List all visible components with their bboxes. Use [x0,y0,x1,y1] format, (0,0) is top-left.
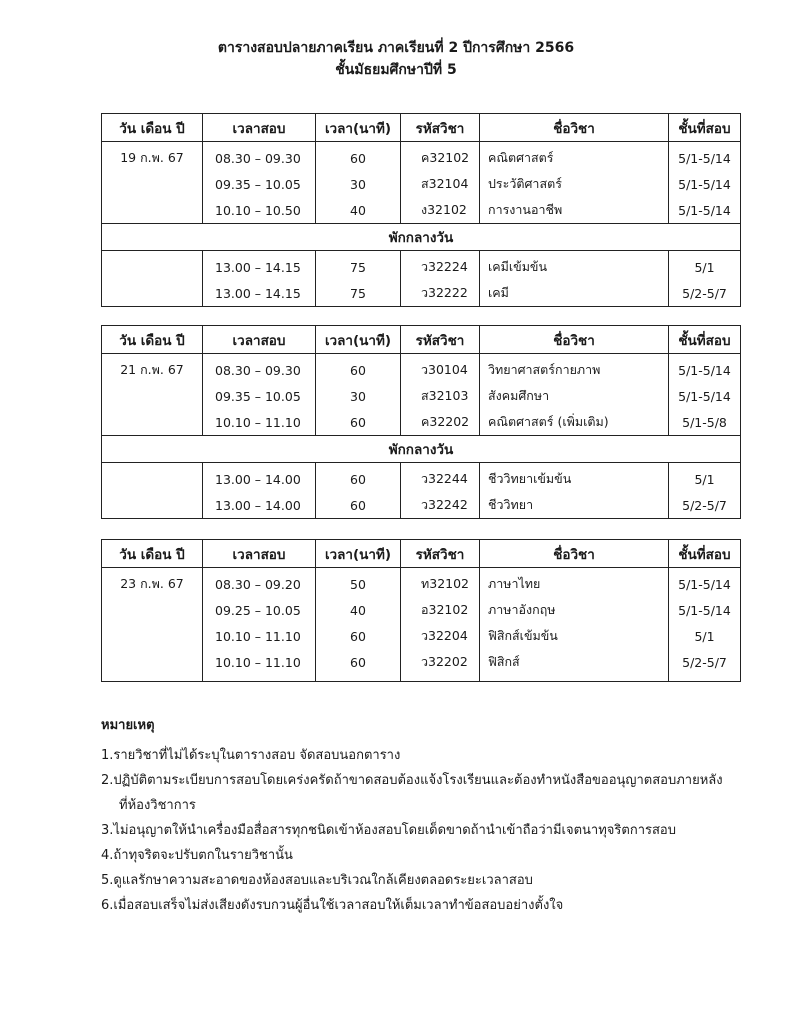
exam-time: 08.30 – 09.30 [203,354,316,384]
table-row [102,171,741,197]
header-code: รหัสวิชา [401,326,480,354]
exam-duration: 60 [316,649,401,682]
subject-name: เคมี [480,280,669,307]
table-row [102,280,741,307]
exam-table-day-2 [101,325,741,519]
subject-code: ว32242 [401,492,480,519]
header-time: เวลาสอบ [203,114,316,142]
exam-time: 09.25 – 10.05 [203,597,316,623]
table-row [102,409,741,436]
exam-room: 5/1-5/14 [669,597,741,623]
subject-code: ว32202 [401,649,480,682]
exam-duration: 60 [316,463,401,493]
subject-name: ภาษาไทย [480,568,669,598]
subject-name: การงานอาชีพ [480,197,669,224]
note-item: 1.รายวิชาที่ไม่ได้ระบุในตารางสอบ จัดสอบนอกตาราง [101,748,401,763]
subject-name: เคมีเข้มข้น [480,251,669,281]
document-subtitle: ชั้นมัธยมศึกษาปีที่ 5 [335,62,457,78]
header-room: ชั้นที่สอบ [669,114,741,142]
header-date: วัน เดือน ปี [102,326,203,354]
exam-time: 13.00 – 14.00 [203,463,316,493]
exam-room: 5/1-5/8 [669,409,741,436]
exam-room: 5/1 [669,623,741,649]
lunch-break-label: พักกลางวัน [102,224,741,251]
header-subject: ชื่อวิชา [480,540,669,568]
table-header-row [102,114,741,142]
note-item: 6.เมื่อสอบเสร็จไม่ส่งเสียงดังรบกวนผู้อื่นใช้เวลาสอบให้เต็มเวลาทำข้อสอบอย่างตั้งใจ [101,898,564,913]
exam-time: 13.00 – 14.15 [203,251,316,281]
header-code: รหัสวิชา [401,114,480,142]
lunch-break-row [102,436,741,463]
exam-duration: 60 [316,142,401,172]
exam-time: 10.10 – 11.10 [203,409,316,436]
subject-name: คณิตศาสตร์ [480,142,669,172]
subject-name: สังคมศึกษา [480,383,669,409]
subject-name: คณิตศาสตร์ (เพิ่มเติม) [480,409,669,436]
exam-room: 5/1-5/14 [669,383,741,409]
table-row [102,463,741,493]
table-header-row [102,540,741,568]
subject-code: ค32102 [401,142,480,172]
header-time: เวลาสอบ [203,326,316,354]
exam-room: 5/1-5/14 [669,142,741,172]
subject-code: ส32103 [401,383,480,409]
table-row [102,197,741,224]
exam-time: 09.35 – 10.05 [203,171,316,197]
exam-time: 08.30 – 09.30 [203,142,316,172]
subject-name: ชีววิทยาเข้มข้น [480,463,669,493]
note-item-continuation: ที่ห้องวิชาการ [119,798,196,813]
subject-code: ส32104 [401,171,480,197]
subject-name: ประวัติศาสตร์ [480,171,669,197]
subject-code: ว32222 [401,280,480,307]
subject-code: ค32202 [401,409,480,436]
header-room: ชั้นที่สอบ [669,540,741,568]
exam-duration: 40 [316,597,401,623]
exam-duration: 60 [316,409,401,436]
exam-room: 5/1-5/14 [669,354,741,384]
header-time: เวลาสอบ [203,540,316,568]
notes-section [101,714,741,918]
header-subject: ชื่อวิชา [480,114,669,142]
table-header-row [102,326,741,354]
table-row [102,251,741,281]
subject-name: ภาษาอังกฤษ [480,597,669,623]
exam-table-day-1 [101,113,741,307]
header-room: ชั้นที่สอบ [669,326,741,354]
exam-time: 09.35 – 10.05 [203,383,316,409]
table-row [102,568,741,598]
document-title: ตารางสอบปลายภาคเรียน ภาคเรียนที่ 2 ปีการศึกษา 2566 [217,40,575,56]
notes-heading: หมายเหตุ [101,718,155,733]
table-row [102,649,741,682]
exam-time: 10.10 – 10.50 [203,197,316,224]
exam-table-day-3 [101,539,741,682]
table-row [102,142,741,172]
exam-duration: 60 [316,623,401,649]
subject-code: อ32102 [401,597,480,623]
header-date: วัน เดือน ปี [102,114,203,142]
subject-code: ท32102 [401,568,480,598]
header-duration: เวลา(นาที) [316,114,401,142]
note-item: 3.ไม่อนุญาตให้นำเครื่องมือสื่อสารทุกชนิดเข้าห้องสอบโดยเด็ดขาดถ้านำเข้าถือว่ามีเจตนาทุจริตการสอบ [101,823,676,838]
exam-room: 5/2-5/7 [669,492,741,519]
table-row [102,597,741,623]
exam-duration: 30 [316,171,401,197]
header-duration: เวลา(นาที) [316,540,401,568]
lunch-break-row [102,224,741,251]
subject-code: ง32102 [401,197,480,224]
note-item: 4.ถ้าทุจริตจะปรับตกในรายวิชานั้น [101,848,293,863]
exam-time: 10.10 – 11.10 [203,649,316,682]
table-row [102,383,741,409]
exam-date: 19 ก.พ. 67 [102,142,203,172]
note-item: 2.ปฏิบัติตามระเบียบการสอบโดยเคร่งครัดถ้าขาดสอบต้องแจ้งโรงเรียนและต้องทำหนังสือขออนุญาตสอบภายหลัง [101,773,723,788]
subject-code: ว32224 [401,251,480,281]
exam-room: 5/1 [669,463,741,493]
exam-duration: 60 [316,354,401,384]
exam-duration: 30 [316,383,401,409]
subject-name: ชีววิทยา [480,492,669,519]
exam-room: 5/2-5/7 [669,280,741,307]
exam-time: 08.30 – 09.20 [203,568,316,598]
exam-duration: 75 [316,251,401,281]
header-duration: เวลา(นาที) [316,326,401,354]
exam-time: 13.00 – 14.15 [203,280,316,307]
subject-code: ว30104 [401,354,480,384]
subject-code: ว32204 [401,623,480,649]
table-row [102,623,741,649]
exam-room: 5/1-5/14 [669,568,741,598]
exam-room: 5/1 [669,251,741,281]
subject-code: ว32244 [401,463,480,493]
lunch-break-label: พักกลางวัน [102,436,741,463]
exam-room: 5/1-5/14 [669,171,741,197]
exam-time: 13.00 – 14.00 [203,492,316,519]
exam-duration: 50 [316,568,401,598]
header-code: รหัสวิชา [401,540,480,568]
subject-name: ฟิสิกส์ [480,649,669,682]
subject-name: ฟิสิกส์เข้มข้น [480,623,669,649]
exam-room: 5/1-5/14 [669,197,741,224]
exam-date: 23 ก.พ. 67 [102,568,203,598]
exam-time: 10.10 – 11.10 [203,623,316,649]
exam-duration: 40 [316,197,401,224]
exam-room: 5/2-5/7 [669,649,741,682]
header-subject: ชื่อวิชา [480,326,669,354]
exam-date: 21 ก.พ. 67 [102,354,203,384]
table-row [102,354,741,384]
exam-duration: 60 [316,492,401,519]
header-date: วัน เดือน ปี [102,540,203,568]
table-row [102,492,741,519]
exam-duration: 75 [316,280,401,307]
note-item: 5.ดูแลรักษาความสะอาดของห้องสอบและบริเวณใกล้เคียงตลอดระยะเวลาสอบ [101,873,533,888]
subject-name: วิทยาศาสตร์กายภาพ [480,354,669,384]
